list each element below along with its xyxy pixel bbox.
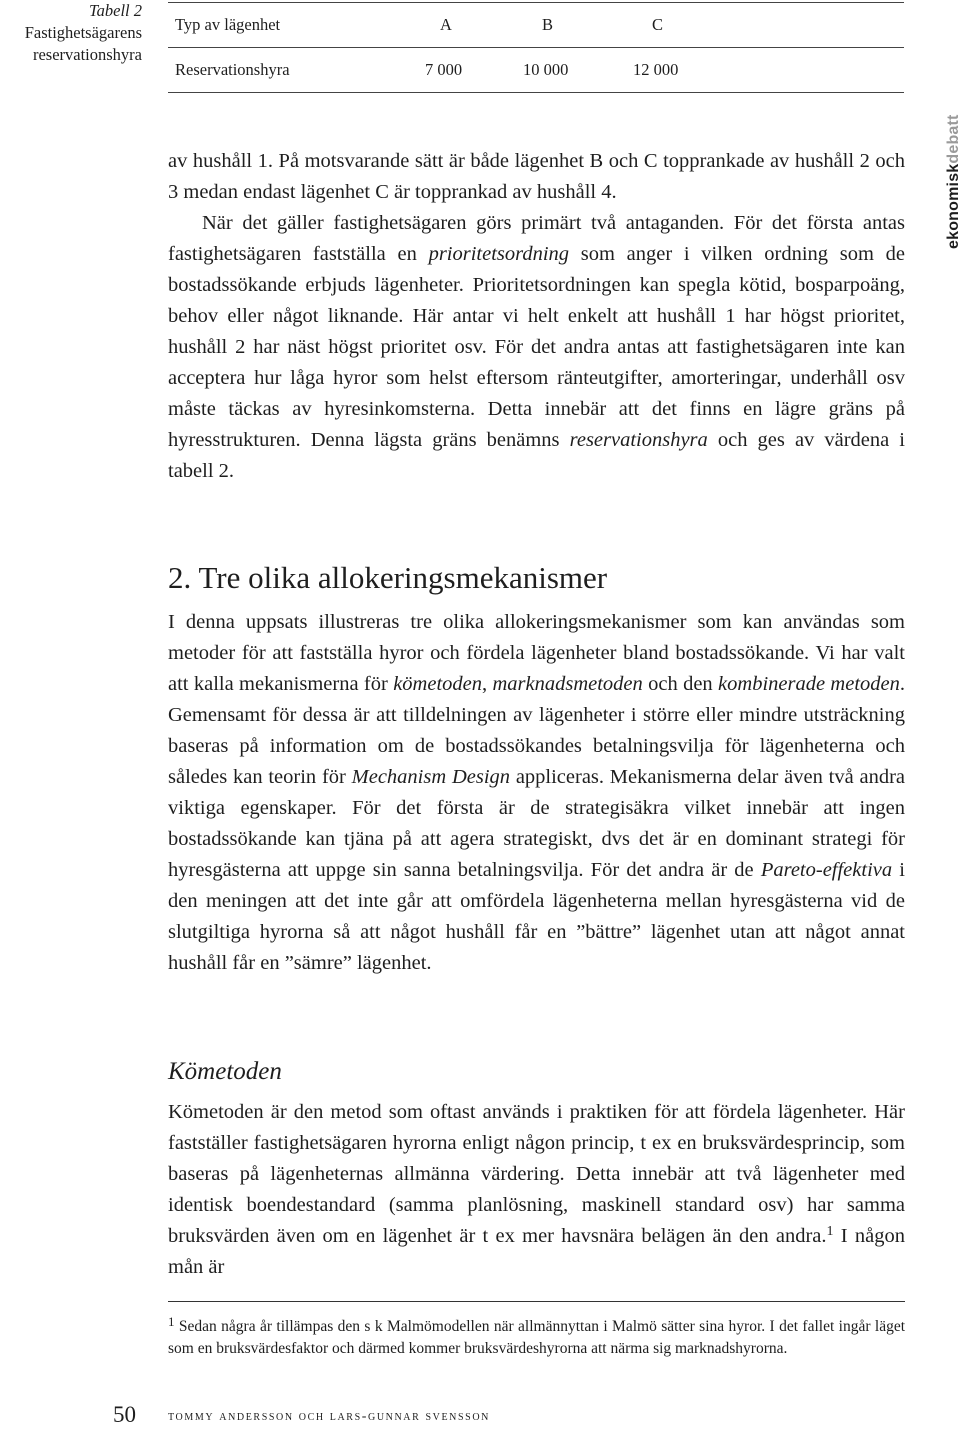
table-caption [0,0,142,66]
table-caption-line-2: reservationshyra [32,45,142,64]
running-footer-authors: tommy andersson och lars-gunnar svensson [168,1409,490,1424]
subsection-heading: Kömetoden [168,1058,282,1085]
footnote-marker[interactable]: 1 [826,1224,834,1239]
table-caption-line-1: Fastighetsägarens [24,23,142,42]
reservation-rent-table [168,2,904,93]
page-number: 50 [113,1402,136,1427]
paragraph: När det gäller fastighetsägaren görs primärt två antaganden. För det första antas fastighetsägaren fastställa en prioritetsordning som anger i vilken ordning som de bostadssökande erbjuds lägenheter. Prioritetsordningen kan spegla kötid, bosparpoäng, behov eller något liknande. Här antar vi helt enkelt att hushåll 1 har högst prioritet, hushåll 2 har näst högst prioritet osv. För det andra antas att fastighetsägaren inte kan acceptera hur låga hyror som helst eftersom ränteutgifter, amorteringar, underhåll osv måste täckas av hyresinkomsterna. Detta innebär att det finns en lägre gräns på hyresstrukturen. Denna lägsta gräns benämns reservationshyra och ges av värdena i tabell 2. [168,212,906,482]
emphasis: kömetoden [393,673,482,695]
emphasis: prioritetsordning [428,243,570,265]
emphasis: reservationshyra [569,429,708,451]
table-header-cell: Typ av lägenhet [175,15,281,34]
paragraph: Kömetoden är den metod som oftast används i praktiken för att fördela lägenheter. Här fastställer fastighetsägaren hyrorna enligt någon princip, t ex en bruksvärdesprincip, som baseras på lägenheternas allmänna värdering. Detta innebär att två lägenheter med identisk boendestandard (samma planlösning, maskinell standard osv) har samma bruksvärden även om en lägenhet är t ex mer havsnära belägen än den andra.$^1$ I någon mån är [168,1101,905,1278]
table-cell: 7 000 [425,60,463,79]
emphasis: Mechanism Design [351,766,511,788]
table-header-row [168,2,904,48]
body-text-block-3 [168,1097,905,1283]
body-text-block-1 [168,146,905,487]
table-caption-title: Tabell 2 [88,1,142,20]
emphasis: kombinerade metoden [718,673,900,695]
emphasis: marknadsmetoden [492,673,643,695]
paragraph: av hushåll 1. På motsvarande sätt är både lägenhet B och C topprankade av hushåll 2 och 3 medan endast lägenhet C är topprankad av hushåll 4. [168,150,905,203]
footnote-number: 1 [168,1314,175,1329]
paragraph: I denna uppsats illustreras tre olika allokeringsmekanismer som kan användas som metoder för att fastställa hyror och fördela lägenheter bland bostadssökande. Vi har valt att kalla mekanismerna för kömetoden, marknadsmetoden och den kombinerade metoden. Gemensamt för dessa är att tilldelningen av lägenheter i större eller mindre utsträckning baseras på information om de bostadssökandes betalningsvilja för lägenheterna och således kan teorin för Mechanism Design appliceras. Mekanismerna delar även två andra viktiga egenskaper. För det första är de strategisäkra vilket innebär att ingen bostadssökande kan tjäna på att agera strategiskt, dvs det är en dominant strategi för hyresgästerna att uppge sin sanna betalningsvilja. För det andra är de Pareto-effektiva i den meningen att det inte går att omfördela lägenheterna mellan hyresgästerna vid de slutgiltiga hyrorna så att något hushåll får en ”bättre” lägenhet utan att något annat hushåll får en ”sämre” lägenhet. [168,611,905,974]
table-row [168,48,904,93]
table-cell: Reservationshyra [175,60,290,79]
journal-side-label: ekonomiskdebatt [945,114,962,249]
emphasis: Pareto-effektiva [760,859,893,881]
table-header-cell: B [542,15,554,34]
footnote [168,1316,905,1360]
table-cell: 12 000 [633,60,679,79]
section-heading: 2. Tre olika allokeringsmekanismer [168,560,608,595]
table-header-cell: C [652,15,664,34]
footnote-text: Sedan några år tillämpas den s k Malmömodellen när allmännyttan i Malmö sätter sina hyror. I det fallet ingår läget som en bruksvärdesfaktor och därmed kommer bruksvärdeshyrorna att närma sig marknadshyrorna. [168,1318,906,1357]
body-text-block-2 [168,607,905,979]
footnote-divider [168,1301,905,1302]
table-header-cell: A [440,15,452,34]
table-cell: 10 000 [523,60,569,79]
